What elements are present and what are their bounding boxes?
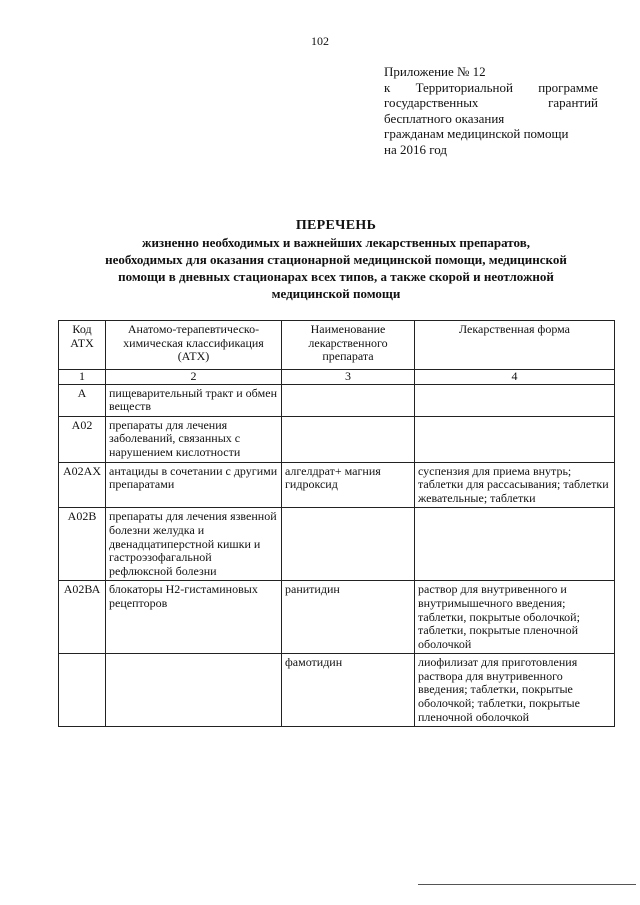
document-title-line: помощи в дневных стационарах всех типов, а также скорой и неотложной — [118, 269, 554, 284]
column-number: 2 — [106, 370, 282, 385]
appendix-line: на 2016 год — [384, 141, 447, 157]
cell-name: фамотидин — [282, 654, 415, 727]
document-title-line: жизненно необходимых и важнейших лекарственных препаратов, — [142, 235, 530, 250]
cell-form — [415, 508, 615, 581]
cell-name — [282, 416, 415, 462]
drug-list-table — [58, 320, 615, 727]
table-header-row — [59, 321, 615, 370]
table-row — [59, 416, 615, 462]
document-title — [56, 217, 616, 302]
header-classification: Анатомо-терапевтическо-химическая классификация (АТХ) — [106, 321, 282, 370]
cell-classification: препараты для лечения заболеваний, связанных с нарушением кислотности — [106, 416, 282, 462]
table-row — [59, 581, 615, 654]
bottom-divider — [418, 884, 636, 885]
appendix-line: к Территориальной программе — [384, 79, 598, 95]
appendix-line: государственных гарантий — [384, 95, 598, 111]
cell-classification: антациды в сочетании с другими препаратами — [106, 462, 282, 508]
cell-code: А02ВА — [59, 581, 106, 654]
cell-code: А02 — [59, 416, 106, 462]
header-code: Код АТХ — [59, 321, 106, 370]
cell-classification: препараты для лечения язвенной болезни желудка и двенадцатиперстной кишки и гастроэзофагальной рефлюксной болезни — [106, 508, 282, 581]
document-title-main: ПЕРЕЧЕНЬ — [295, 218, 377, 233]
column-number-row — [59, 370, 615, 385]
cell-name: алгелдрат+ магния гидроксид — [282, 462, 415, 508]
header-form: Лекарственная форма — [415, 321, 615, 370]
cell-name: ранитидин — [282, 581, 415, 654]
cell-form — [415, 416, 615, 462]
cell-form: раствор для внутривенного и внутримышечного введения; таблетки, покрытые оболочкой; таблетки, покрытые пленочной оболочкой — [415, 581, 615, 654]
cell-name — [282, 508, 415, 581]
cell-form: лиофилизат для приготовления раствора для внутривенного введения; таблетки, покрытые оболочкой; таблетки, покрытые пленочной оболочкой — [415, 654, 615, 727]
table-row — [59, 462, 615, 508]
table-row — [59, 384, 615, 416]
cell-name — [282, 384, 415, 416]
column-number: 1 — [59, 370, 106, 385]
header-name: Наименование лекарственного препарата — [282, 321, 415, 370]
cell-code: А02АХ — [59, 462, 106, 508]
table-row — [59, 508, 615, 581]
cell-code — [59, 654, 106, 727]
document-title-line: медицинской помощи — [271, 286, 401, 301]
appendix-header — [384, 64, 598, 158]
cell-classification: пищеварительный тракт и обмен веществ — [106, 384, 282, 416]
appendix-title: Приложение № 12 — [384, 64, 486, 79]
table-row — [59, 654, 615, 727]
cell-form: суспензия для приема внутрь; таблетки для рассасывания; таблетки жевательные; таблетки — [415, 462, 615, 508]
page-number: 102 — [311, 34, 329, 48]
cell-code: А02В — [59, 508, 106, 581]
appendix-line: бесплатного оказания — [384, 110, 505, 126]
cell-classification — [106, 654, 282, 727]
cell-classification: блокаторы Н2-гистаминовых рецепторов — [106, 581, 282, 654]
cell-form — [415, 384, 615, 416]
appendix-line: гражданам медицинской помощи — [384, 126, 569, 142]
column-number: 4 — [415, 370, 615, 385]
column-number: 3 — [282, 370, 415, 385]
document-title-line: необходимых для оказания стационарной медицинской помощи, медицинской — [105, 252, 567, 267]
cell-code: А — [59, 384, 106, 416]
